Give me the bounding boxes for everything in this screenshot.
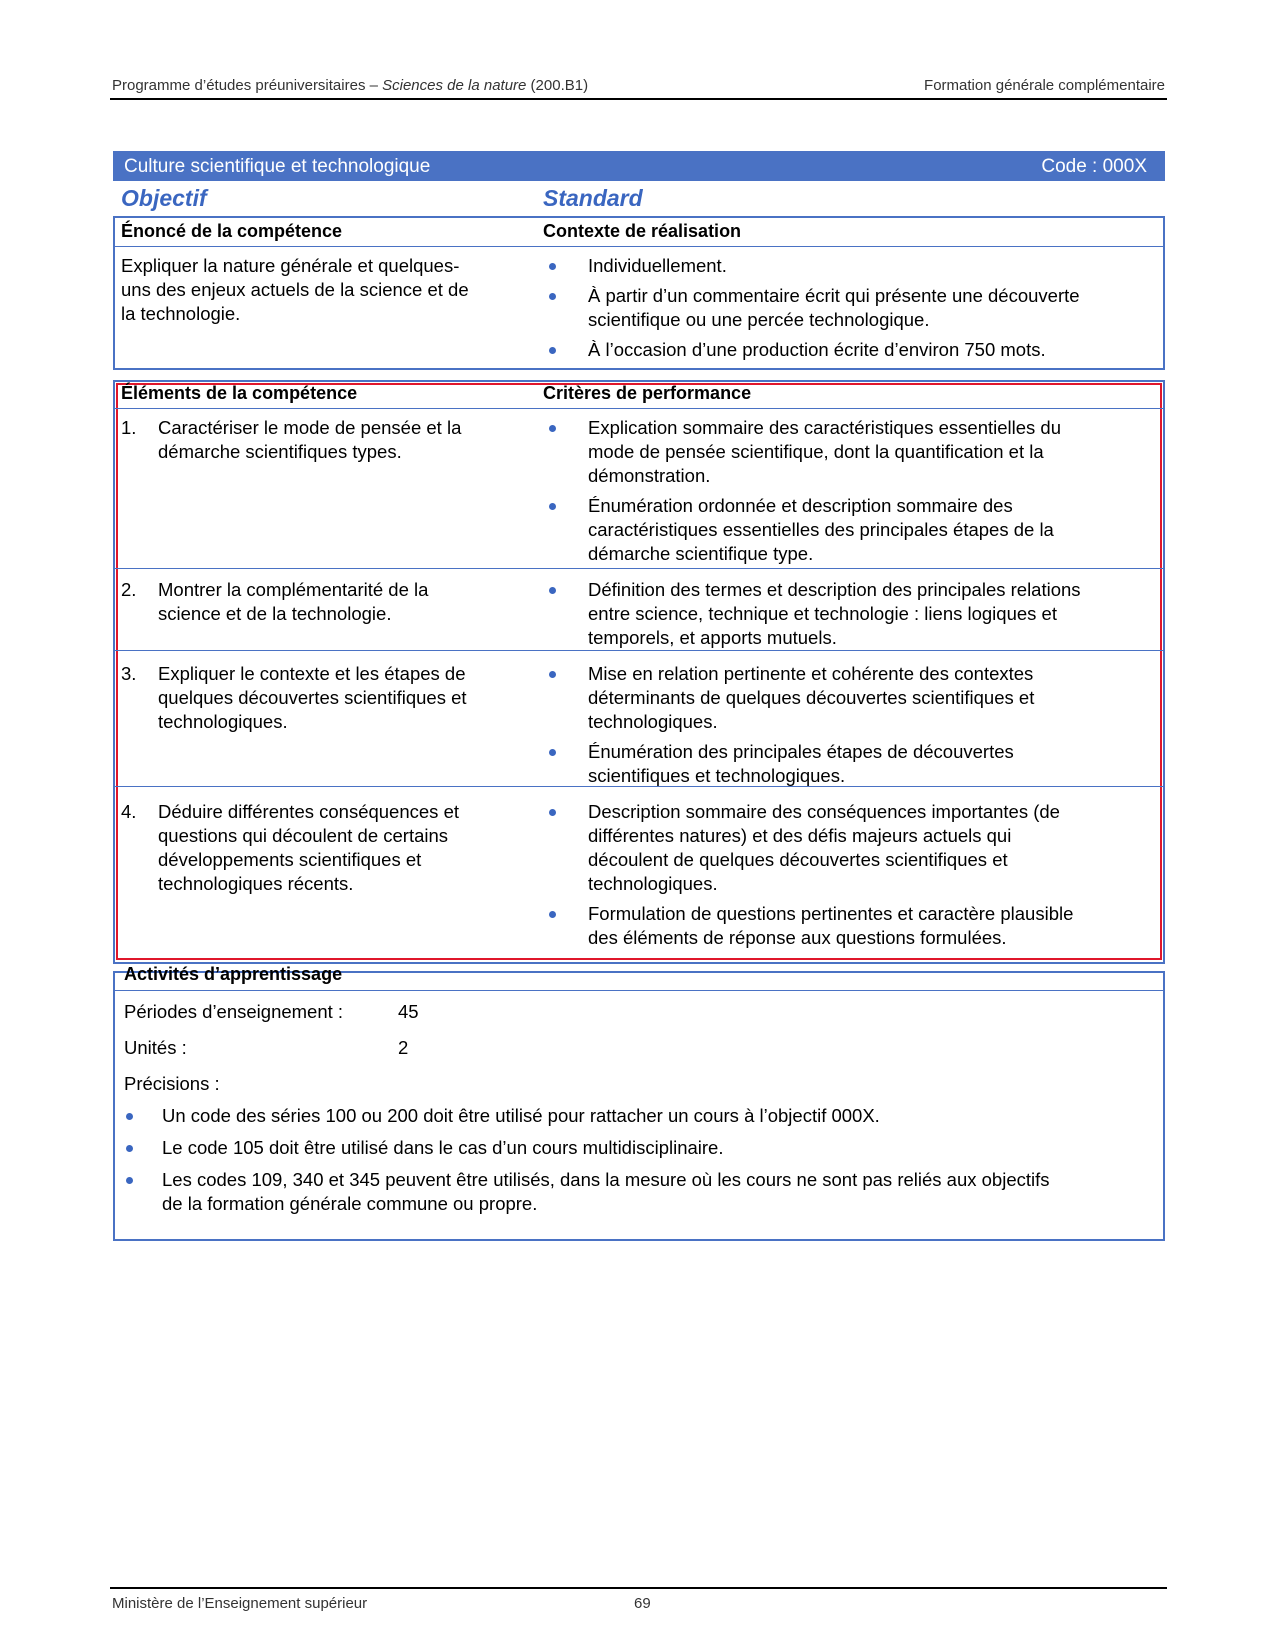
contexte-line: À partir d’un commentaire écrit qui présente une découverte — [588, 285, 1080, 306]
divider — [115, 650, 1163, 651]
element-line: Déduire différentes conséquences et — [158, 801, 459, 822]
header-program — [112, 77, 588, 94]
bullet-icon — [549, 671, 556, 678]
activites-header: Activités d’apprentissage — [124, 964, 343, 984]
periodes-label: Périodes d’enseignement : — [124, 1001, 344, 1022]
criterion-line: découlent de quelques découvertes scientifiques et — [588, 849, 1008, 870]
element-line: développements scientifiques et — [158, 849, 422, 870]
criterion-line: démarche scientifique type. — [588, 543, 814, 564]
element-line: Caractériser le mode de pensée et la — [158, 417, 462, 438]
bullet-icon — [549, 749, 556, 756]
criterion-line: Description sommaire des conséquences importantes (de — [588, 801, 1060, 822]
enonce-header: Énoncé de la compétence — [121, 221, 343, 241]
page-number: 69 — [634, 1595, 651, 1612]
criterion-line: Définition des termes et description des principales relations — [588, 579, 1081, 600]
enonce-line: la technologie. — [121, 303, 241, 324]
divider — [115, 568, 1163, 569]
criterion-line: mode de pensée scientifique, dont la quantification et la — [588, 441, 1044, 462]
footer-ministry: Ministère de l’Enseignement supérieur — [112, 1595, 368, 1612]
header-suffix: (200.B1) — [526, 77, 589, 94]
element-line: questions qui découlent de certains — [158, 825, 449, 846]
criterion-line: Formulation de questions pertinentes et caractère plausible — [588, 903, 1074, 924]
element-line: quelques découvertes scientifiques et — [158, 687, 467, 708]
criterion-line: caractéristiques essentielles des principales étapes de la — [588, 519, 1054, 540]
unites-label: Unités : — [124, 1037, 187, 1058]
contexte-line: Individuellement. — [588, 255, 727, 276]
element-number: 2. — [121, 579, 137, 600]
precisions-label: Précisions : — [124, 1073, 220, 1094]
elements-header: Éléments de la compétence — [121, 383, 358, 403]
bullet-icon — [126, 1177, 133, 1184]
standard-label: Standard — [543, 185, 643, 211]
bullet-icon — [549, 809, 556, 816]
criterion-line: technologiques. — [588, 873, 718, 894]
precision-line: Les codes 109, 340 et 345 peuvent être utilisés, dans la mesure où les cours ne sont pas reliés aux objectifs — [162, 1169, 1050, 1190]
course-title: Culture scientifique et technologique — [124, 156, 431, 177]
element-line: Expliquer le contexte et les étapes de — [158, 663, 466, 684]
criterion-line: temporels, et apports mutuels. — [588, 627, 837, 648]
course-title-bar — [113, 151, 1165, 181]
element-line: science et de la technologie. — [158, 603, 392, 624]
bullet-icon — [549, 293, 556, 300]
bullet-icon — [126, 1145, 133, 1152]
criterion-line: Énumération ordonnée et description sommaire des — [588, 495, 1013, 516]
bullet-icon — [549, 263, 556, 270]
page-header — [110, 74, 1167, 100]
criteres-header: Critères de performance — [543, 383, 752, 403]
contexte-line: À l’occasion d’une production écrite d’environ 750 mots. — [588, 339, 1046, 360]
criterion-line: scientifiques et technologiques. — [588, 765, 846, 786]
precision-line: de la formation générale commune ou propre. — [162, 1193, 538, 1214]
criterion-line: des éléments de réponse aux questions formulées. — [588, 927, 1007, 948]
bullet-icon — [549, 587, 556, 594]
contexte-line: scientifique ou une percée technologique. — [588, 309, 930, 330]
periodes-value: 45 — [398, 1001, 419, 1022]
criterion-line: entre science, technique et technologie : liens logiques et — [588, 603, 1057, 624]
enonce-line: uns des enjeux actuels de la science et de — [121, 279, 469, 300]
element-line: technologiques. — [158, 711, 288, 732]
criterion-line: déterminants de quelques découvertes scientifiques et — [588, 687, 1035, 708]
criterion-line: différentes natures) et des défis majeurs actuels qui — [588, 825, 1012, 846]
bullet-icon — [549, 503, 556, 510]
element-line: technologiques récents. — [158, 873, 354, 894]
bullet-icon — [549, 425, 556, 432]
course-code: Code : 000X — [1041, 156, 1147, 177]
contexte-header: Contexte de réalisation — [543, 221, 742, 241]
header-prefix: Programme d’études préuniversitaires – — [112, 77, 383, 94]
criterion-line: Énumération des principales étapes de découvertes — [588, 741, 1014, 762]
precision-line: Un code des séries 100 ou 200 doit être utilisé pour rattacher un cours à l’objectif 000X. — [162, 1105, 880, 1126]
precision-line: Le code 105 doit être utilisé dans le cas d’un cours multidisciplinaire. — [162, 1137, 724, 1158]
divider — [115, 246, 1163, 247]
element-line: démarche scientifiques types. — [158, 441, 402, 462]
bullet-icon — [126, 1113, 133, 1120]
criterion-line: démonstration. — [588, 465, 711, 486]
enonce-line: Expliquer la nature générale et quelques- — [121, 255, 460, 276]
page-footer — [110, 1587, 1167, 1612]
bullet-icon — [549, 347, 556, 354]
objectif-label: Objectif — [121, 185, 207, 211]
element-number: 3. — [121, 663, 137, 684]
element-line: Montrer la complémentarité de la — [158, 579, 429, 600]
bullet-icon — [549, 911, 556, 918]
divider — [115, 990, 1163, 991]
divider — [115, 408, 1163, 409]
element-number: 4. — [121, 801, 137, 822]
criterion-line: Mise en relation pertinente et cohérente des contextes — [588, 663, 1034, 684]
unites-value: 2 — [398, 1037, 409, 1058]
header-italic: Sciences de la nature — [382, 77, 527, 94]
criterion-line: technologiques. — [588, 711, 718, 732]
element-number: 1. — [121, 417, 137, 438]
criterion-line: Explication sommaire des caractéristiques essentielles du — [588, 417, 1061, 438]
header-section: Formation générale complémentaire — [924, 77, 1165, 94]
